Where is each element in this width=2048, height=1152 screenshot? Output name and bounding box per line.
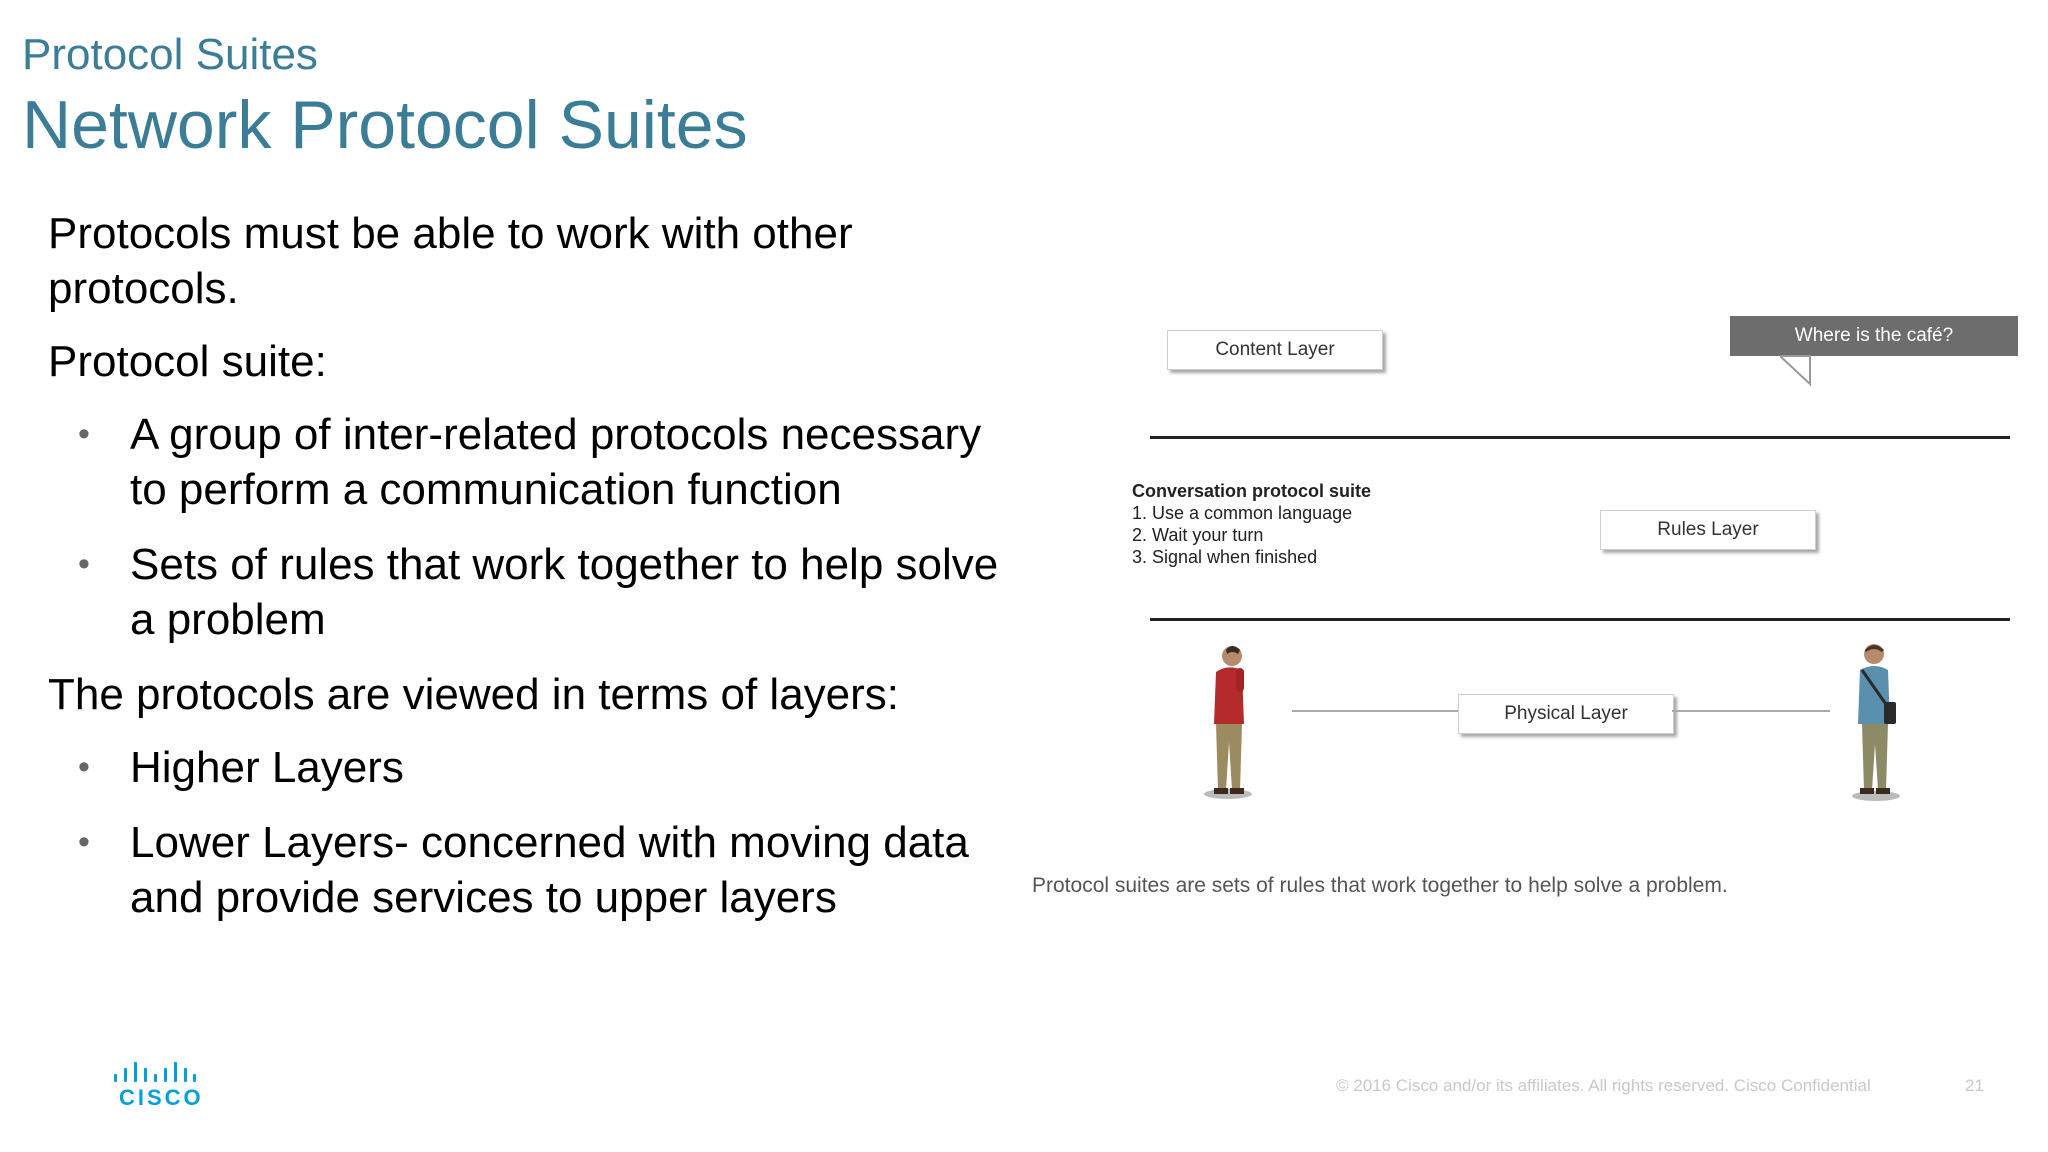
copyright-footer: © 2016 Cisco and/or its affiliates. All rights reserved. Cisco Confidential xyxy=(1336,1076,1871,1095)
rules-layer-label: Rules Layer xyxy=(1600,510,1816,550)
suite-rule: 2. Wait your turn xyxy=(1132,525,1264,545)
intro-paragraph: Protocols must be able to work with other protocols. xyxy=(48,209,853,313)
suite-bullet-list xyxy=(48,407,1008,647)
person-right-icon xyxy=(1844,640,1910,804)
figure-caption: Protocol suites are sets of rules that work together to help solve a problem. xyxy=(1032,874,1728,897)
bullet-item xyxy=(48,740,1008,795)
page-number: 21 xyxy=(1965,1076,1984,1095)
layer-divider-bottom xyxy=(1150,618,2010,621)
slide-body xyxy=(48,206,1008,945)
bullet-icon: • xyxy=(78,823,90,861)
layer-bullet-list xyxy=(48,740,1008,925)
connection-line-left xyxy=(1292,710,1458,712)
protocol-layers-figure xyxy=(1132,310,2030,830)
connection-line-right xyxy=(1672,710,1830,712)
bullet-text: Lower Layers- concerned with moving data and provide services to upper layers xyxy=(130,818,969,922)
conversation-suite xyxy=(1132,480,1371,568)
physical-layer-label: Physical Layer xyxy=(1458,694,1674,734)
content-layer-label: Content Layer xyxy=(1167,330,1383,370)
bullet-text: A group of inter-related protocols necessary to perform a communication function xyxy=(130,410,982,514)
layer-divider-top xyxy=(1150,436,2010,439)
bullet-icon: • xyxy=(78,748,90,786)
bullet-item xyxy=(48,537,1008,647)
speech-bubble: Where is the café? xyxy=(1730,316,2018,356)
cisco-logo-text: CISCO xyxy=(119,1085,204,1110)
speech-tail-icon xyxy=(1780,354,1816,386)
suite-rule: 1. Use a common language xyxy=(1132,503,1353,523)
section-title: Protocol Suites xyxy=(22,30,318,79)
bullet-icon: • xyxy=(78,415,90,453)
suite-rule: 3. Signal when finished xyxy=(1132,547,1318,567)
bullet-icon: • xyxy=(78,545,90,583)
person-left-icon xyxy=(1200,642,1260,802)
layers-heading: The protocols are viewed in terms of layers: xyxy=(48,670,900,719)
page-title: Network Protocol Suites xyxy=(22,87,748,163)
bullet-item xyxy=(48,407,1008,517)
bullet-text: Sets of rules that work together to help solve a problem xyxy=(130,540,999,644)
bullet-text: Higher Layers xyxy=(130,743,404,792)
cisco-logo-icon xyxy=(112,1062,196,1086)
suite-title: Conversation protocol suite xyxy=(1132,481,1372,501)
bullet-item xyxy=(48,815,1008,925)
suite-heading: Protocol suite: xyxy=(48,337,327,386)
